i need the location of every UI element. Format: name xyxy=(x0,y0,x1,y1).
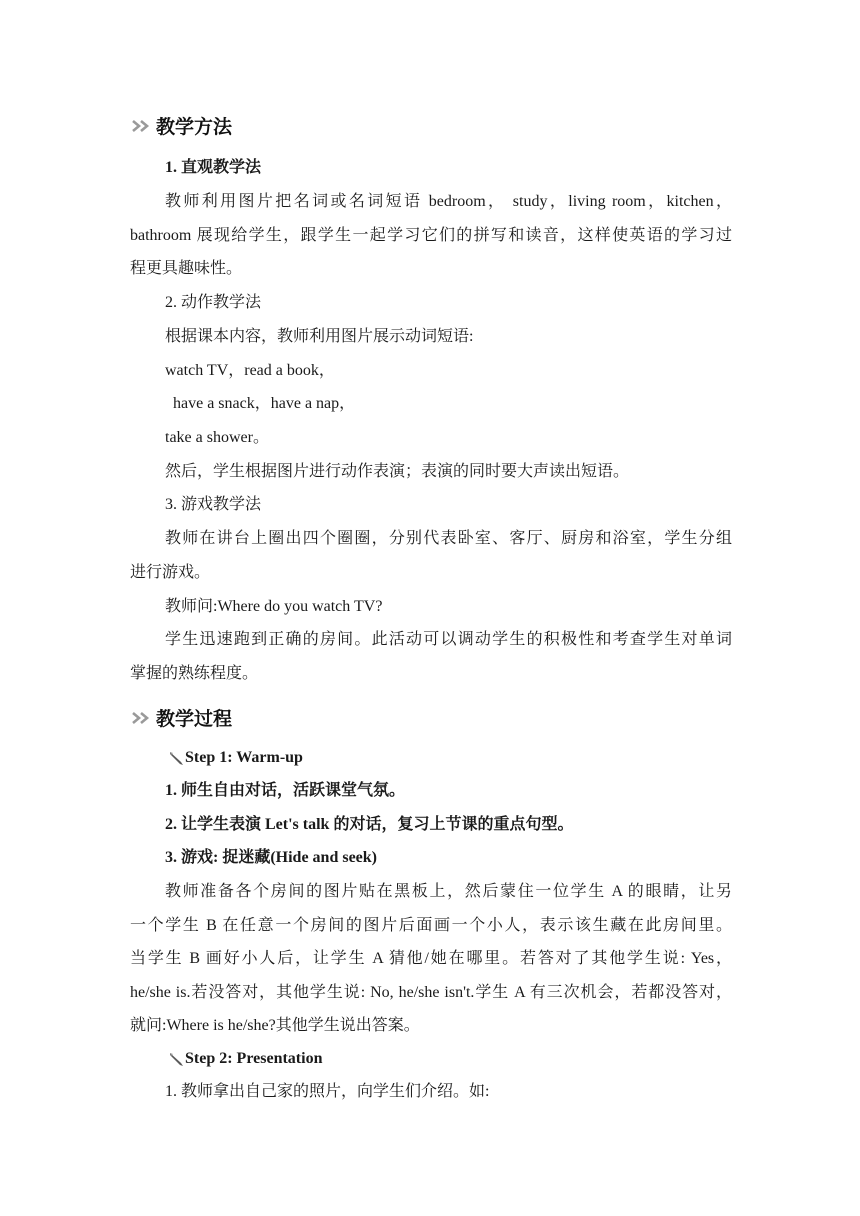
section-heading-methods xyxy=(132,112,232,139)
paragraph-line: 教师问:Where do you watch TV? xyxy=(165,598,383,615)
pen-nib-icon xyxy=(168,1051,184,1067)
paragraph-text: he/she is.若没答对，其他学生说: No, he/she isn't.学生 A 有三次机会，若都没答对， xyxy=(130,984,732,1001)
paragraph-text: 当学生 B 画好小人后，让学生 A 猜他/她在哪里。若答对了其他学生说: Yes， xyxy=(130,950,732,967)
paragraph-line: 然后，学生根据图片进行动作表演；表演的同时要大声读出短语。 xyxy=(165,463,630,480)
step-2-item: 1. 教师拿出自己家的照片，向学生们介绍。如: xyxy=(165,1083,490,1100)
paragraph-text: 教师准备各个房间的图片贴在黑板上，然后蒙住一位学生 A 的眼睛，让另 xyxy=(165,883,732,900)
method-2-title: 2. 动作教学法 xyxy=(165,294,262,311)
section-heading-process xyxy=(132,704,232,731)
paragraph-line xyxy=(165,192,732,212)
paragraph-line xyxy=(130,983,732,1003)
method-3-title: 3. 游戏教学法 xyxy=(165,496,262,513)
paragraph-line xyxy=(130,226,732,246)
paragraph-text: 教师在讲台上圈出四个圈圈，分别代表卧室、客厅、厨房和浴室，学生分组 xyxy=(165,530,732,547)
section-title: 教学过程 xyxy=(156,708,233,730)
paragraph-line xyxy=(165,882,732,902)
paragraph-text: 学生迅速跑到正确的房间。此活动可以调动学生的积极性和考查学生对单词 xyxy=(165,631,732,648)
phrase-line: watch TV，read a book， xyxy=(165,362,335,379)
paragraph-text: 一个学生 B 在任意一个房间的图片后面画一个小人，表示该生藏在此房间里。 xyxy=(130,917,732,934)
phrase-line: have a snack，have a nap， xyxy=(173,395,356,412)
paragraph-line xyxy=(165,630,732,650)
paragraph-line xyxy=(165,529,732,549)
step-title: Step 2: Presentation xyxy=(185,1050,323,1067)
step-1-item: 3. 游戏: 捉迷藏(Hide and seek) xyxy=(165,849,378,866)
step-1-item: 1. 师生自由对话，活跃课堂气氛。 xyxy=(165,782,406,799)
section-title: 教学方法 xyxy=(156,116,233,138)
pen-nib-icon xyxy=(168,750,184,766)
step-2-heading xyxy=(168,1049,322,1069)
method-1-title: 1. 直观教学法 xyxy=(165,159,262,176)
paragraph-line: 程更具趣味性。 xyxy=(130,260,243,277)
paragraph-line: 就问:Where is he/she?其他学生说出答案。 xyxy=(130,1017,420,1034)
paragraph-line xyxy=(130,916,732,936)
step-1-item: 2. 让学生表演 Let's talk 的对话，复习上节课的重点句型。 xyxy=(165,816,574,833)
paragraph-text: bathroom 展现给学生，跟学生一起学习它们的拼写和读音，这样使英语的学习过 xyxy=(130,227,732,244)
paragraph-line: 掌握的熟练程度。 xyxy=(130,665,259,682)
step-title: Step 1: Warm-up xyxy=(185,749,303,766)
paragraph-line: 进行游戏。 xyxy=(130,564,211,581)
double-chevron-icon xyxy=(132,119,154,133)
phrase-line: take a shower。 xyxy=(165,429,269,446)
double-chevron-icon xyxy=(132,711,154,725)
paragraph-text: 教师利用图片把名词或名词短语 bedroom， study，living room，kitchen， xyxy=(165,193,732,210)
paragraph-line xyxy=(130,949,732,969)
step-1-heading xyxy=(168,748,303,768)
paragraph-line: 根据课本内容，教师利用图片展示动词短语: xyxy=(165,328,474,345)
